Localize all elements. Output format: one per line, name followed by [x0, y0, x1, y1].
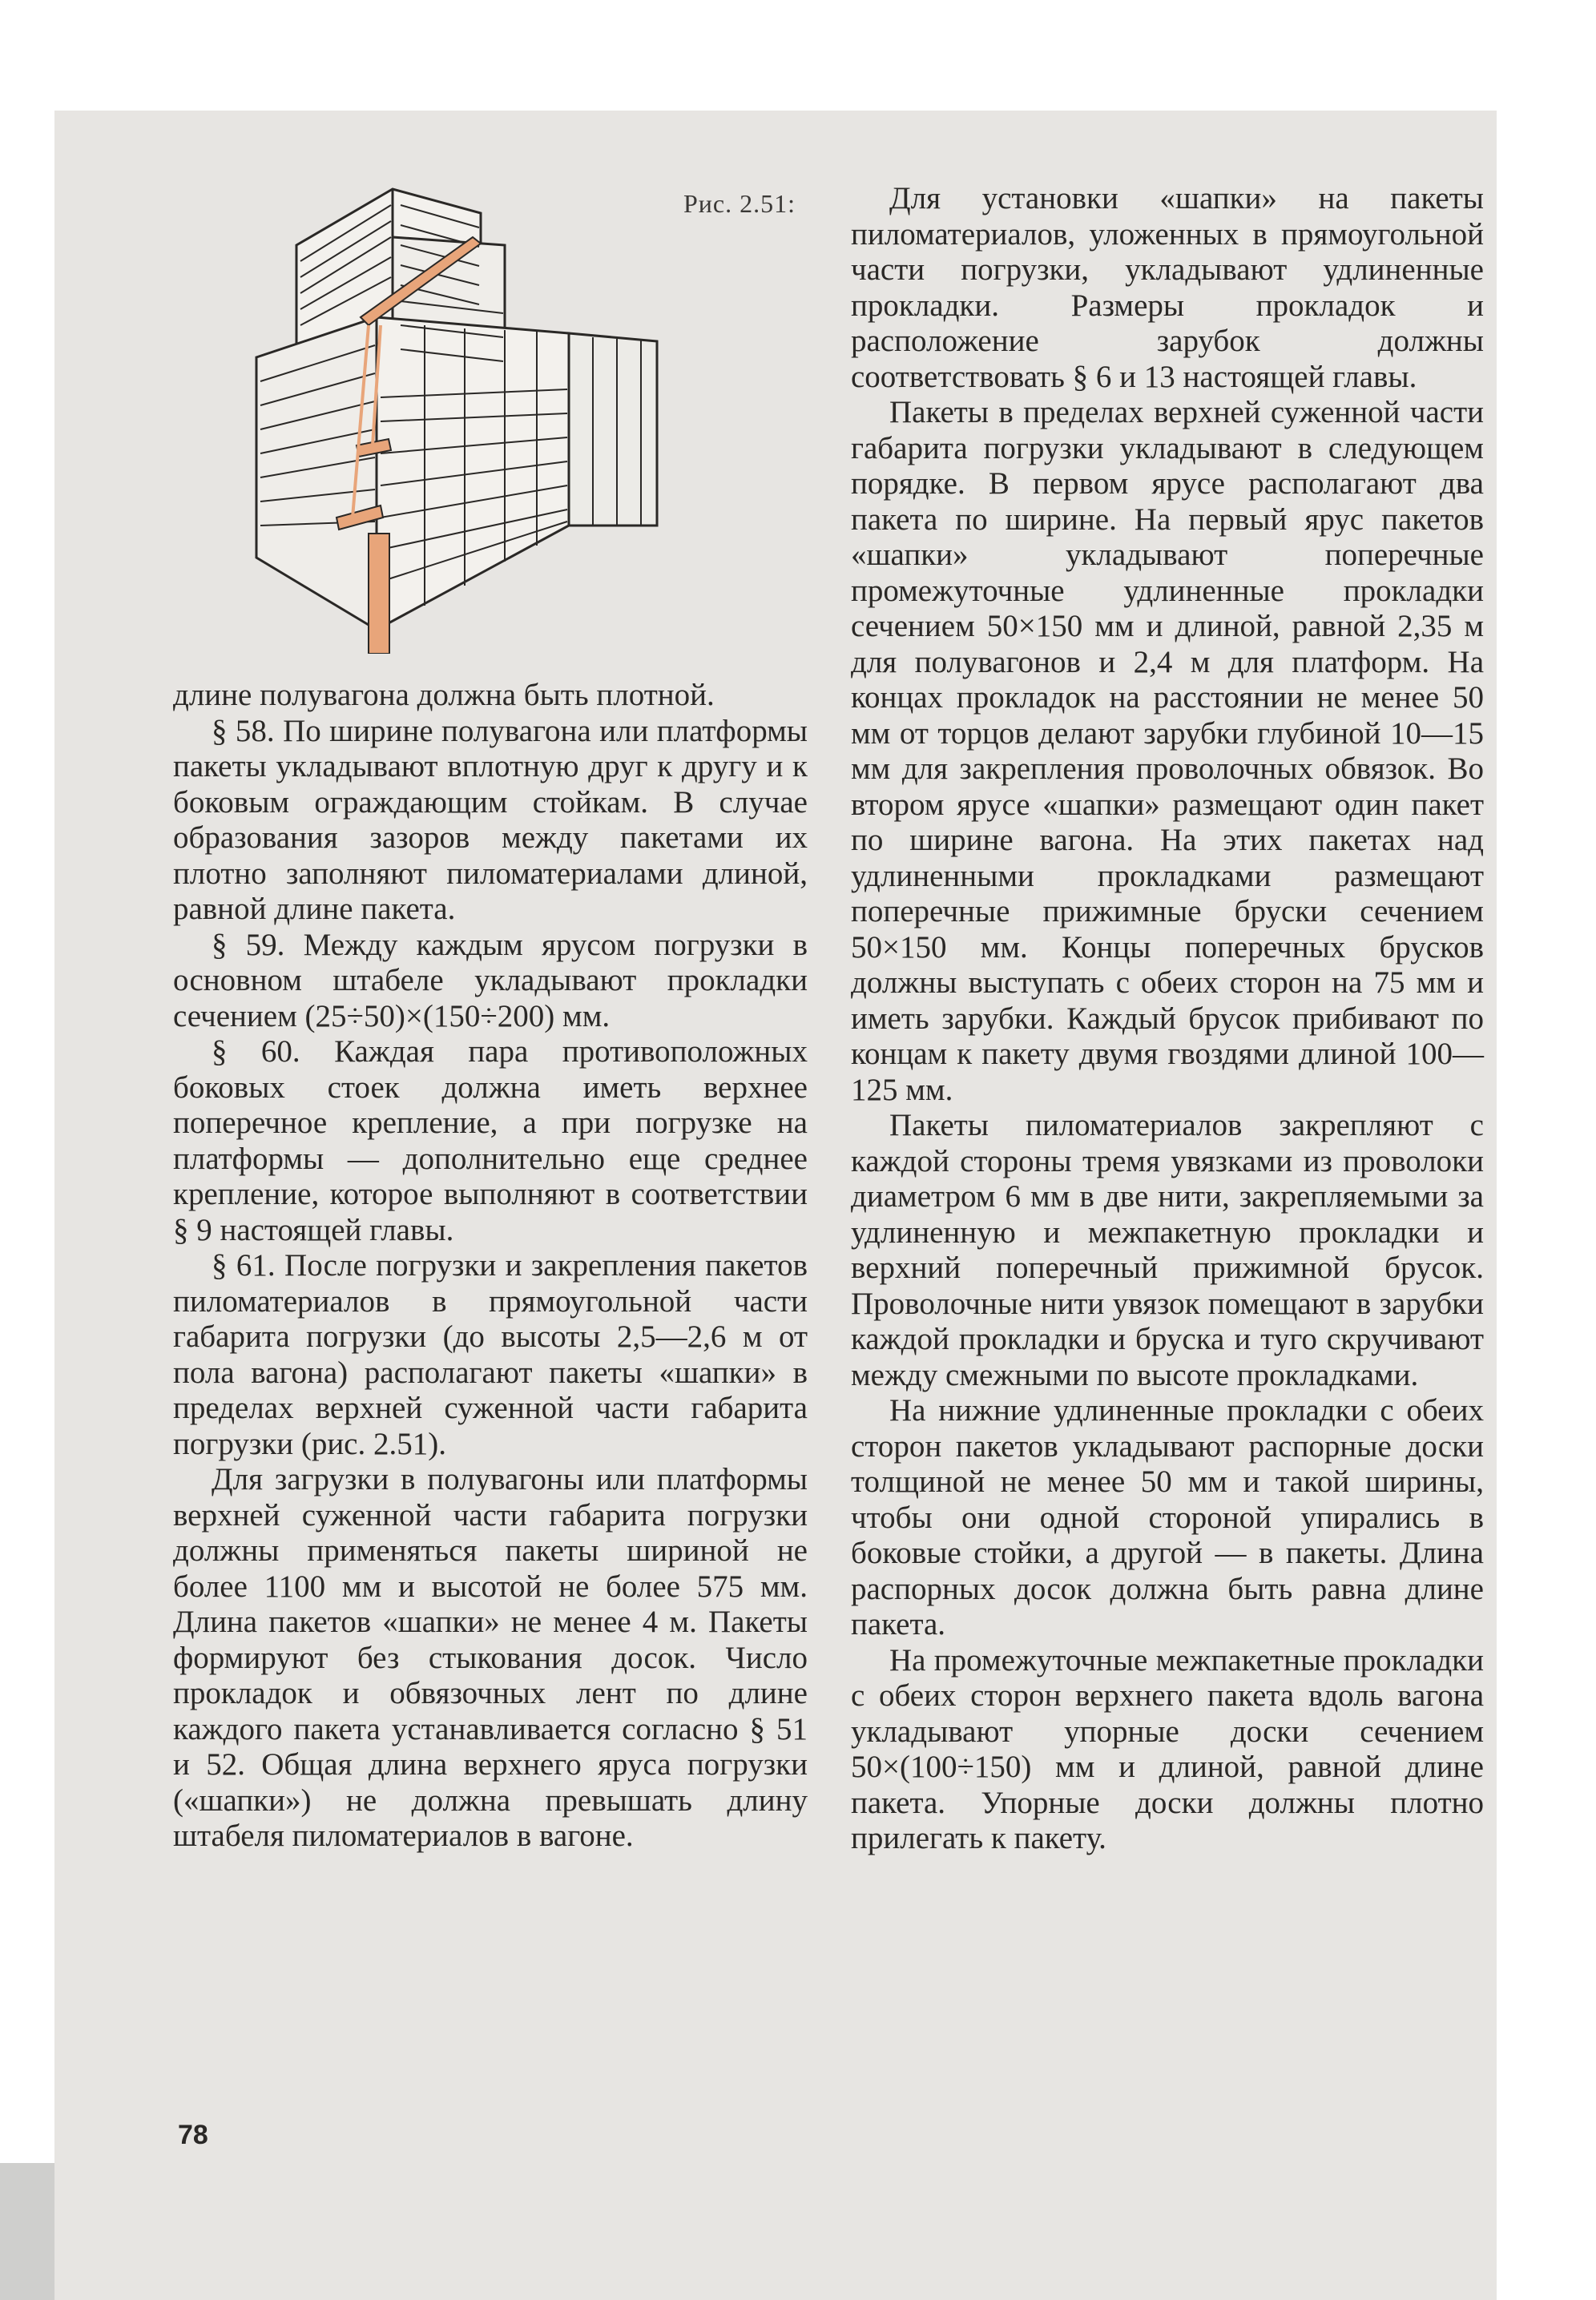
paragraph: § 58. По ширине полувагона или платформы пакеты укладывают вплотную друг к другу и к боковым ограждающим стойкам. В случае образования зазоров между пакетами их плотно заполняют пиломатериалами длиной, равной длине пакета. — [173, 713, 808, 926]
paragraph: § 60. Каждая пара противоположных боковых стоек должна иметь верхнее поперечное крепление, а при погрузке на платформы — дополнительно еще среднее крепление, которое выполняют в соответствии § 9 настоящей главы. — [173, 1034, 808, 1247]
paragraph: Пакеты пиломатериалов закрепляют с каждой стороны тремя увязками из проволоки диаметром 6 мм в две нити, закрепляемыми за удлиненную и межпакетную прокладки и верхний поперечный прижимной брусок. Проволочные нити увязок помещают в зарубки каждой прокладки и бруска и туго скручивают между смежными по высоте прокладками. — [851, 1108, 1484, 1392]
paragraph: Пакеты в пределах верхней суженной части габарита погрузки укладывают в следующем порядке. В первом ярусе располагают два пакета по ширине. На первый ярус пакетов «шапки» укладывают поперечные промежуточные удлиненные прокладки сечением 50×150 мм и длиной, равной 2,35 м для полувагонов и 2,4 м для платформ. На концах прокладок на расстоянии не менее 50 мм от торцов делают зарубки глубиной 10—15 мм для закрепления проволочных обвязок. Во втором ярусе «шапки» размещают один пакет по ширине вагона. На этих пакетах над удлиненными прокладками размещают поперечные прижимные бруски сечением 50×150 мм. Концы поперечных брусков должны выступать с обеих сторон на 75 мм и иметь зарубки. Каждый брусок прибивают по концам к пакету двумя гвоздями длиной 100—125 мм. — [851, 395, 1484, 1107]
paragraph: На нижние удлиненные прокладки с обеих сторон пакетов укладывают распорные доски толщиной не менее 50 мм и такой ширины, чтобы они одной стороной упирались в боковые стойки, а другой — в пакеты. Длина распорных досок должна быть равна длине пакета. — [851, 1393, 1484, 1641]
scan-margin-top — [0, 0, 1596, 111]
paragraph: Для загрузки в полувагоны или платформы верхней суженной части габарита погрузки должны применяться пакеты шириной не более 1100 мм и высотой не более 575 мм. Длина пакетов «шапки» не менее 4 м. Пакеты формируют без стыкования досок. Число прокладок и обвязочных лент по длине каждого пакета устанавливается согласно § 51 и 52. Общая длина верхнего яруса погрузки («шапки») не должна превышать длину штабеля пиломатериалов в вагоне. — [173, 1462, 808, 1853]
paragraph: § 61. После погрузки и закрепления пакетов пиломатериалов в прямоугольной части габарита погрузки (до высоты 2,5—2,6 м от пола вагона) располагают пакеты «шапки» в пределах верхней суженной части габарита погрузки (рис. 2.51). — [173, 1248, 808, 1461]
scan-margin-left — [0, 0, 54, 2300]
scan-shadow — [0, 2163, 54, 2300]
paragraph: § 59. Между каждым ярусом погрузки в основном штабеле укладывают прокладки сечением (25÷50)×(150÷200) мм. — [173, 927, 808, 1033]
figure-caption: Рис. 2.51: — [683, 189, 796, 218]
paragraph: длине полувагона должна быть плотной. — [173, 678, 715, 712]
paragraph: Для установки «шапки» на пакеты пиломатериалов, уложенных в прямоугольной части погрузки, укладывают удлиненные прокладки. Размеры прокладок и расположение зарубок должны соответствовать § 6 и 13 настоящей главы. — [851, 181, 1484, 394]
page-number: 78 — [178, 2120, 208, 2150]
paragraph: На промежуточные межпакетные прокладки с обеих сторон верхнего пакета вдоль вагона укладывают упорные доски сечением 50×(100÷150) мм и длиной, равной длине пакета. Упорные доски должны плотно прилегать к пакету. — [851, 1642, 1484, 1855]
right-text-column — [851, 181, 1484, 1857]
left-text-column — [173, 678, 808, 1855]
scan-margin-right — [1497, 111, 1596, 2300]
lumber-stack-figure — [240, 181, 761, 654]
